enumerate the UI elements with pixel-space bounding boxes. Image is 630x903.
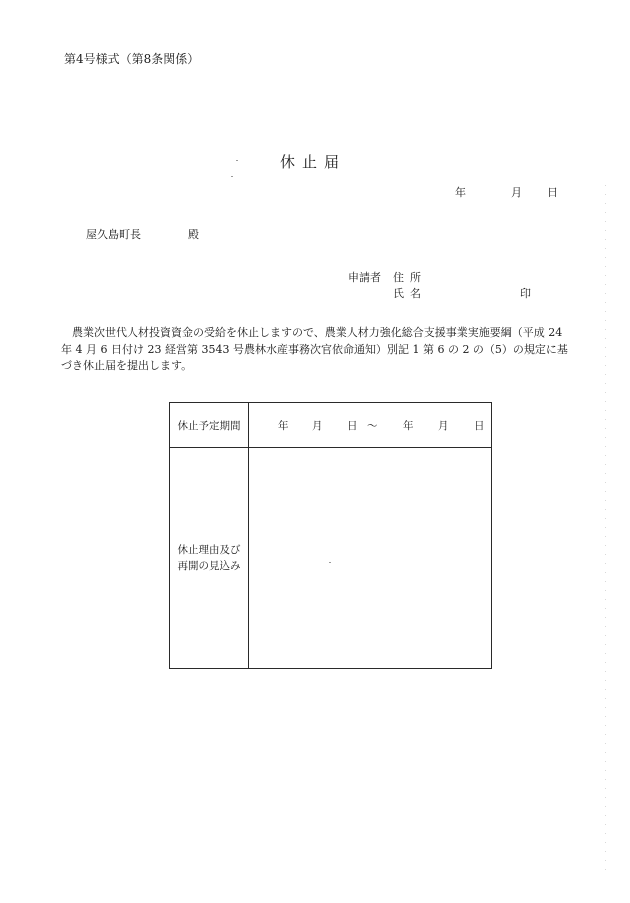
date-month-label: 月 [511, 186, 522, 199]
applicant-label: 申請者 [348, 271, 381, 284]
address-label: 住所 [393, 271, 427, 284]
form-number: 第4号様式（第8条関係） [64, 52, 200, 66]
reason-label-line2: 再開の見込み [177, 560, 241, 572]
recipient-honorific: 殿 [188, 228, 199, 241]
document-title: 休止届 [280, 153, 347, 171]
period-to-month: 月 [438, 420, 449, 432]
name-label: 氏名 [393, 287, 427, 300]
period-row [170, 403, 492, 448]
period-from-year: 年 [278, 420, 289, 432]
reason-row [170, 448, 492, 669]
date-year-label: 年 [455, 186, 466, 199]
reason-label [170, 448, 249, 669]
period-label: 休止予定期間 [170, 403, 249, 448]
period-to-year: 年 [403, 420, 414, 432]
period-from-month: 月 [312, 420, 323, 432]
date-day-label: 日 [547, 186, 558, 199]
period-separator: 〜 [367, 420, 378, 432]
recipient-name: 屋久島町長 [86, 228, 141, 241]
reason-field[interactable] [249, 448, 492, 669]
period-to-day: 日 [474, 420, 485, 432]
body-paragraph: 農業次世代人材投資資金の受給を休止しますので、農業人材力強化総合支援事業実施要綱（平成 24 年 4 月 6 日付け 23 経営第 3543 号農林水産事務次官依命通知）別記 1 第 6 の 2 の（5）の規定に基づき休止届を提出します。 [61, 326, 568, 372]
period-field[interactable] [249, 403, 492, 448]
suspension-form-table [169, 402, 492, 669]
period-from-day: 日 [347, 420, 358, 432]
scan-speck [329, 562, 331, 563]
reason-label-line1: 休止理由及び [177, 544, 241, 556]
seal-label: 印 [520, 287, 531, 300]
scan-edge-artifact [605, 185, 606, 875]
scan-speck [236, 160, 238, 161]
scan-speck [231, 176, 233, 177]
